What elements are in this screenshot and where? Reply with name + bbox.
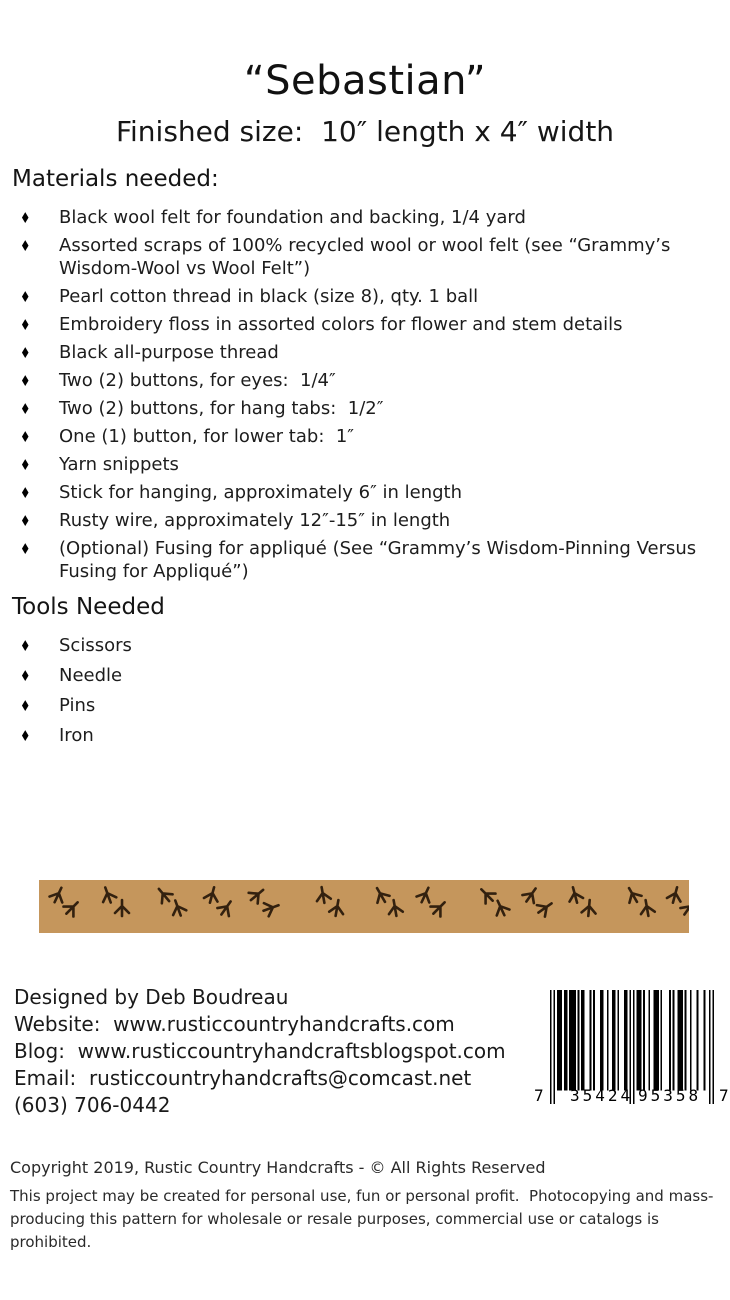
tools-list — [12, 634, 412, 747]
material-item — [18, 313, 718, 336]
page-title: “Sebastian” — [243, 58, 487, 104]
diamond-bullet-icon: ♦ — [20, 400, 31, 418]
diamond-bullet-icon: ♦ — [20, 372, 31, 390]
tool-item-label: Needle — [59, 665, 123, 686]
designer-credit: Designed by Deb Boudreau — [14, 985, 289, 1009]
material-item-label: Yarn snippets — [59, 454, 179, 475]
material-item — [18, 285, 718, 308]
material-item — [18, 453, 718, 476]
diamond-bullet-icon: ♦ — [20, 344, 31, 362]
footer-block — [10, 1156, 726, 1254]
diamond-bullet-icon: ♦ — [20, 637, 31, 655]
tool-item — [18, 724, 412, 747]
material-item-label: Embroidery floss in assorted colors for flower and stem details — [59, 314, 623, 335]
contact-block — [14, 984, 534, 1119]
material-item — [18, 397, 718, 420]
usage-terms: This project may be created for personal use, fun or personal profit. Photocopying and mass-producing this pattern for wholesale or resale purposes, commercial use or catalogs is prohibited. — [10, 1187, 714, 1251]
diamond-bullet-icon: ♦ — [20, 316, 31, 334]
tool-item-label: Scissors — [59, 635, 132, 656]
material-item-label: (Optional) Fusing for appliqué (See “Grammy’s Wisdom-Pinning Versus Fusing for Appliqué”) — [59, 538, 702, 582]
diamond-bullet-icon: ♦ — [20, 209, 31, 227]
material-item — [18, 234, 718, 280]
tool-item-label: Pins — [59, 695, 96, 716]
material-item-label: Two (2) buttons, for eyes: 1/4″ — [59, 370, 336, 391]
material-item-label: Black wool felt for foundation and backing, 1/4 yard — [59, 207, 526, 228]
material-item — [18, 369, 718, 392]
diamond-bullet-icon: ♦ — [20, 456, 31, 474]
tool-item-label: Iron — [59, 725, 94, 746]
diamond-bullet-icon: ♦ — [20, 697, 31, 715]
material-item-label: Assorted scraps of 100% recycled wool or wool felt (see “Grammy’s Wisdom-Wool vs Wool Felt”) — [59, 235, 677, 279]
diamond-bullet-icon: ♦ — [20, 484, 31, 502]
material-item-label: Two (2) buttons, for hang tabs: 1/2″ — [59, 398, 384, 419]
barcode-group1: 35424 — [570, 1086, 634, 1105]
tools-heading: Tools Needed — [12, 594, 165, 620]
tool-item — [18, 634, 412, 657]
bird-tracks-border — [39, 880, 689, 933]
website-line: Website: www.rusticcountryhandcrafts.com — [14, 1012, 455, 1036]
diamond-bullet-icon: ♦ — [20, 288, 31, 306]
email-line: Email: rusticcountryhandcrafts@comcast.net — [14, 1066, 472, 1090]
diamond-bullet-icon: ♦ — [20, 237, 31, 255]
bird-tracks-icon — [39, 880, 689, 933]
copyright-line: Copyright 2019, Rustic Country Handcrafts - © All Rights Reserved — [10, 1158, 546, 1177]
diamond-bullet-icon: ♦ — [20, 540, 31, 558]
barcode-right-digit: 7 — [719, 1086, 729, 1105]
upc-barcode — [534, 988, 730, 1120]
barcode-left-digit: 7 — [534, 1086, 544, 1105]
material-item — [18, 425, 718, 448]
material-item — [18, 537, 718, 583]
tool-item — [18, 694, 412, 717]
material-item — [18, 341, 718, 364]
material-item — [18, 206, 718, 229]
blog-line: Blog: www.rusticcountryhandcraftsblogspot.com — [14, 1039, 506, 1063]
material-item-label: Black all-purpose thread — [59, 342, 279, 363]
materials-list — [12, 206, 718, 583]
materials-section — [12, 166, 718, 588]
barcode-group2: 95358 — [638, 1086, 702, 1105]
material-item — [18, 481, 718, 504]
material-item-label: One (1) button, for lower tab: 1″ — [59, 426, 355, 447]
material-item — [18, 509, 718, 532]
finished-size-subtitle: Finished size: 10″ length x 4″ width — [115, 115, 615, 148]
tool-item — [18, 664, 412, 687]
diamond-bullet-icon: ♦ — [20, 428, 31, 446]
diamond-bullet-icon: ♦ — [20, 727, 31, 745]
tools-section — [12, 594, 412, 754]
phone-line: (603) 706-0442 — [14, 1093, 171, 1117]
material-item-label: Stick for hanging, approximately 6″ in length — [59, 482, 463, 503]
materials-heading: Materials needed: — [12, 166, 219, 192]
diamond-bullet-icon: ♦ — [20, 667, 31, 685]
material-item-label: Pearl cotton thread in black (size 8), qty. 1 ball — [59, 286, 479, 307]
material-item-label: Rusty wire, approximately 12″-15″ in length — [59, 510, 451, 531]
diamond-bullet-icon: ♦ — [20, 512, 31, 530]
